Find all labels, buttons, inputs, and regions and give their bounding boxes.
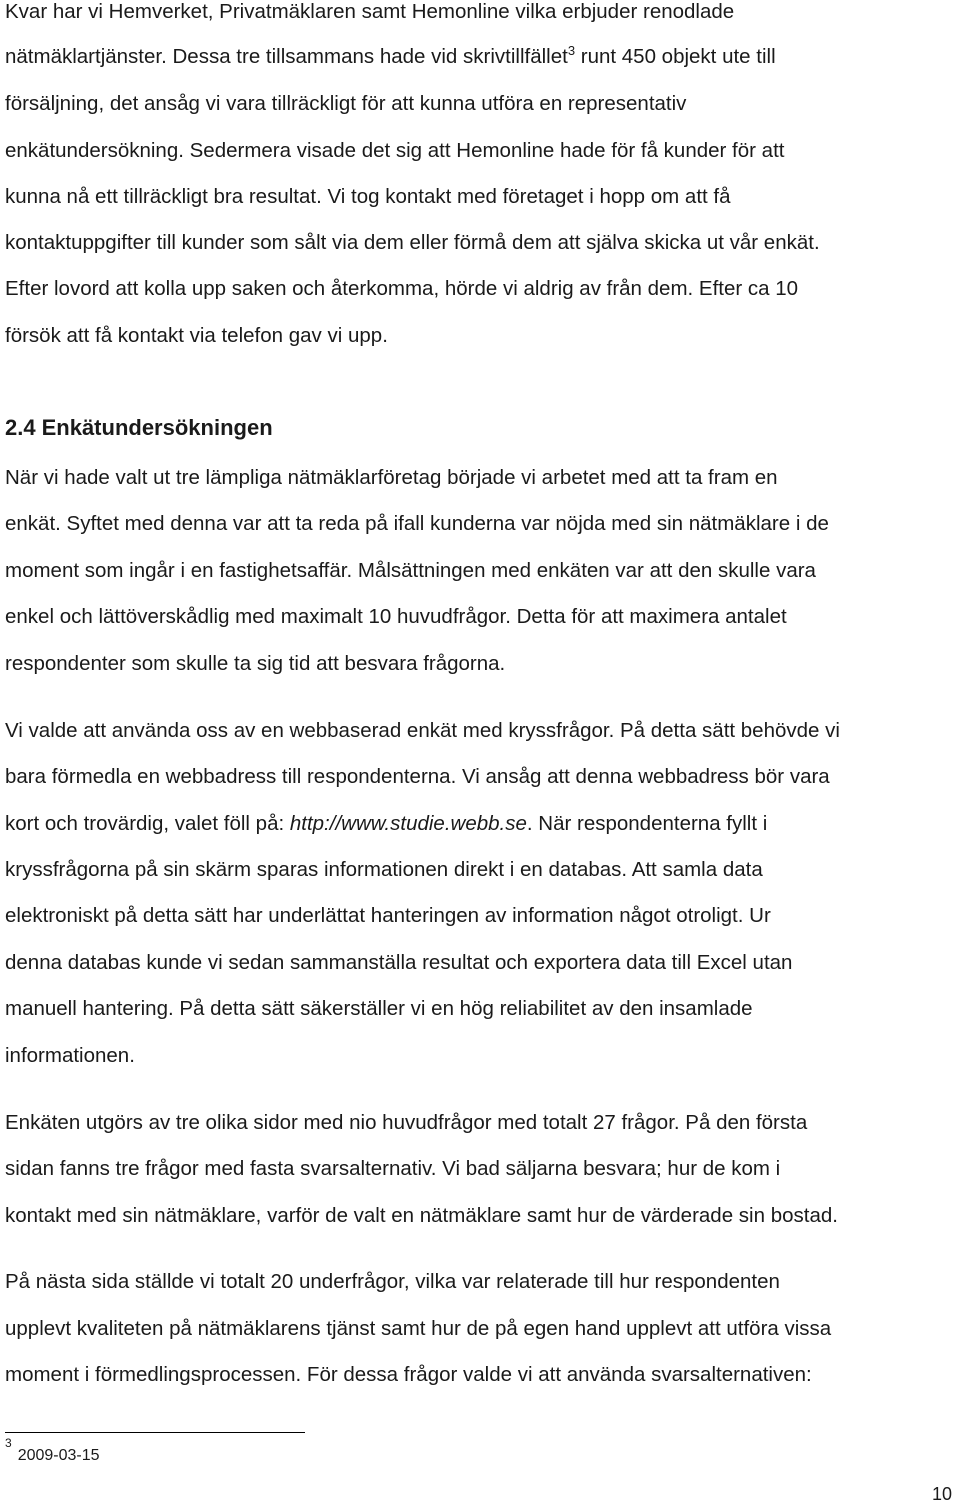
footnote	[5, 1435, 100, 1467]
text-line: enkätundersökning. Sedermera visade det sig att Hemonline hade för få kunder för att	[5, 139, 785, 162]
text-segment: runt 450 objekt ute till	[575, 45, 776, 68]
text-line: På nästa sida ställde vi totalt 20 underfrågor, vilka var relaterade till hur respondenten	[5, 1270, 780, 1293]
text-segment: kort och trovärdig, valet föll på:	[5, 812, 290, 835]
text-line: Vi valde att använda oss av en webbaserad enkät med kryssfrågor. På detta sätt behövde vi	[5, 719, 840, 742]
text-line: bara förmedla en webbadress till respondenterna. Vi ansåg att denna webbadress bör vara	[5, 765, 830, 788]
text-line: sidan fanns tre frågor med fasta svarsalternativ. Vi bad säljarna besvara; hur de kom i	[5, 1157, 781, 1180]
text-line: kontaktuppgifter till kunder som sålt via dem eller förmå dem att själva skicka ut vår enkät.	[5, 231, 820, 254]
text-line: enkel och lättöverskådlig med maximalt 10 huvudfrågor. Detta för att maximera antalet	[5, 605, 787, 628]
text-line: När vi hade valt ut tre lämpliga nätmäklarföretag började vi arbetet med att ta fram en	[5, 466, 778, 489]
text-line: kontakt med sin nätmäklare, varför de valt en nätmäklare samt hur de värderade sin bostad.	[5, 1204, 838, 1227]
text-line: informationen.	[5, 1044, 135, 1067]
text-line: kryssfrågorna på sin skärm sparas informationen direkt i en databas. Att samla data	[5, 858, 763, 881]
text-line	[5, 810, 767, 838]
text-line: respondenter som skulle ta sig tid att besvara frågorna.	[5, 652, 506, 675]
text-line: försök att få kontakt via telefon gav vi upp.	[5, 324, 388, 347]
survey-url-link[interactable]: http://www.studie.webb.se	[289, 812, 527, 835]
footnote-number: 3	[5, 1435, 12, 1450]
text-line	[5, 43, 776, 71]
footnote-text: 2009-03-15	[17, 1447, 100, 1464]
footnote-separator	[5, 1432, 305, 1433]
section-heading	[5, 413, 273, 443]
text-line: upplevt kvaliteten på nätmäklarens tjänst samt hur de på egen hand upplevt att utföra vissa	[5, 1317, 832, 1340]
text-line: enkät. Syftet med denna var att ta reda på ifall kunderna var nöjda med sin nätmäklare i de	[5, 512, 829, 535]
text-line: moment som ingår i en fastighetsaffär. Målsättningen med enkäten var att den skulle vara	[5, 559, 816, 582]
text-line: manuell hantering. På detta sätt säkerställer vi en hög reliabilitet av den insamlade	[5, 997, 753, 1020]
footnote-reference[interactable]: 3	[567, 43, 576, 58]
text-line: denna databas kunde vi sedan sammanställa resultat och exportera data till Excel utan	[5, 951, 793, 974]
text-line: Efter lovord att kolla upp saken och återkomma, hörde vi aldrig av från dem. Efter ca 10	[5, 277, 799, 300]
text-segment: . När respondenterna fyllt i	[526, 812, 768, 835]
text-line: moment i förmedlingsprocessen. För dessa frågor valde vi att använda svarsalternativen:	[5, 1363, 812, 1386]
text-line: kunna nå ett tillräckligt bra resultat. Vi tog kontakt med företaget i hopp om att få	[5, 185, 731, 208]
text-line: elektroniskt på detta sätt har underlättat hanteringen av information något otroligt. Ur	[5, 904, 771, 927]
text-line: Enkäten utgörs av tre olika sidor med nio huvudfrågor med totalt 27 frågor. På den första	[5, 1111, 808, 1134]
section-number: 2.4	[5, 415, 36, 440]
section-title: Enkätundersökningen	[41, 415, 273, 440]
page-number: 10	[931, 1484, 952, 1504]
text-line: Kvar har vi Hemverket, Privatmäklaren samt Hemonline vilka erbjuder renodlade	[5, 0, 735, 23]
text-line: försäljning, det ansåg vi vara tillräckligt för att kunna utföra en representativ	[5, 92, 687, 115]
text-segment: nätmäklartjänster. Dessa tre tillsammans hade vid skrivtillfället	[5, 45, 568, 68]
